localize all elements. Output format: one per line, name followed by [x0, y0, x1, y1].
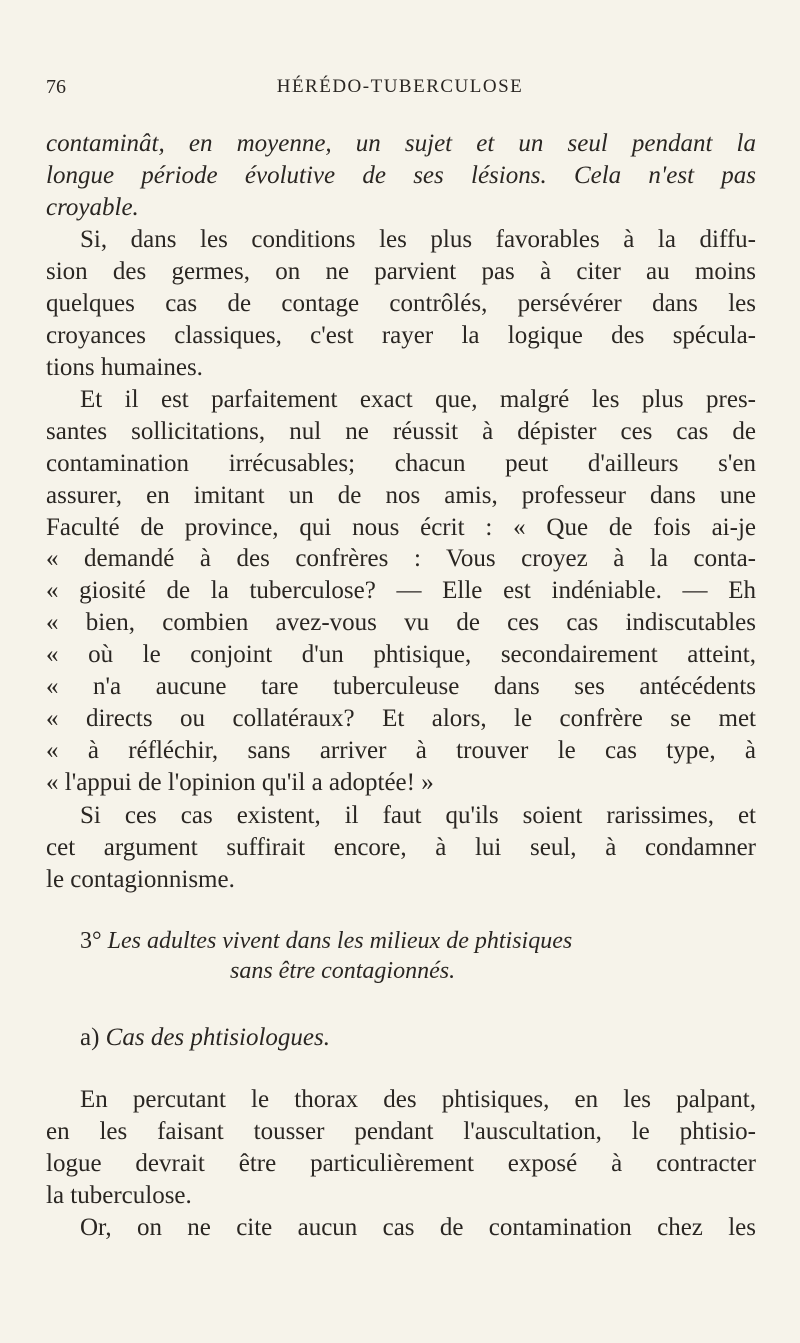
text-line: Faculté de province, qui nous écrit : « Que de fois ai-je: [46, 513, 756, 541]
running-title: HÉRÉDO-TUBERCULOSE: [276, 76, 524, 97]
paragraph-5: [46, 1084, 756, 1212]
subsection-line: [80, 1022, 330, 1054]
text-line: sion des germes, on ne parvient pas à citer au moins: [46, 257, 756, 285]
page-header: [46, 76, 754, 106]
quote-line: « l'appui de l'opinion qu'il a adoptée! »: [46, 768, 434, 796]
text-line: cet argument suffirait encore, à lui seul, à condamner: [46, 833, 756, 861]
text-line: longue période évolutive de ses lésions. Cela n'est pas: [46, 161, 756, 189]
section-title-1: Les adultes vivent dans les milieux de phtisiques: [107, 928, 573, 954]
text-line: En percutant le thorax des phtisiques, en les palpant,: [80, 1086, 756, 1113]
text-line: contamination irrécusables; chacun peut d'ailleurs s'en: [46, 449, 756, 477]
paragraph-6: [46, 1212, 756, 1244]
text-line: la tuberculose.: [46, 1181, 192, 1209]
quote-line: « où le conjoint d'un phtisique, secondairement atteint,: [46, 641, 756, 669]
page-number: 76: [46, 76, 66, 98]
text-line: quelques cas de contage contrôlés, persévérer dans les: [46, 289, 756, 317]
paragraph-4: [46, 800, 756, 896]
paragraph-1: [46, 128, 756, 224]
text-line: Et il est parfaitement exact que, malgré les plus pres-: [80, 386, 756, 413]
text-line: Si ces cas existent, il faut qu'ils soient rarissimes, et: [80, 802, 756, 829]
quote-line: « n'a aucune tare tuberculeuse dans ses antécédents: [46, 673, 756, 701]
text-line: en les faisant tousser pendant l'auscultation, le phtisio-: [46, 1117, 756, 1145]
text-line: le contagionnisme.: [46, 865, 235, 893]
text-line: santes sollicitations, nul ne réussit à dépister ces cas de: [46, 417, 756, 445]
text-line: croyable.: [46, 193, 139, 221]
quote-line: « giosité de la tuberculose? — Elle est indéniable. — Eh: [46, 577, 756, 605]
paragraph-2: [46, 224, 756, 383]
subsection-heading: [80, 1022, 330, 1054]
text-line: Or, on ne cite aucun cas de contamination chez les: [80, 1214, 756, 1241]
text-line: tions humaines.: [46, 353, 203, 381]
text-line: Si, dans les conditions les plus favorables à la diffu-: [80, 226, 756, 253]
section-title-2: sans être contagionnés.: [230, 958, 456, 984]
text-line: croyances classiques, c'est rayer la logique des spécula-: [46, 321, 756, 349]
subsection-label: a): [80, 1024, 100, 1051]
paragraph-3: [46, 384, 756, 799]
text-line: logue devrait être particulièrement exposé à contracter: [46, 1149, 756, 1177]
text-line: contaminât, en moyenne, un sujet et un seul pendant la: [46, 130, 756, 157]
quote-line: « bien, combien avez-vous vu de ces cas indiscutables: [46, 609, 756, 637]
section-heading-line-1: [46, 926, 756, 956]
section-number: 3°: [80, 928, 102, 954]
text-line: assurer, en imitant un de nos amis, professeur dans une: [46, 481, 756, 509]
quote-line: « à réfléchir, sans arriver à trouver le cas type, à: [46, 736, 756, 764]
subsection-title: Cas des phtisiologues.: [105, 1024, 330, 1051]
quote-line: « demandé à des confrères : Vous croyez à la conta-: [46, 545, 756, 573]
quote-line: « directs ou collatéraux? Et alors, le confrère se met: [46, 704, 756, 732]
section-heading: [46, 926, 756, 986]
